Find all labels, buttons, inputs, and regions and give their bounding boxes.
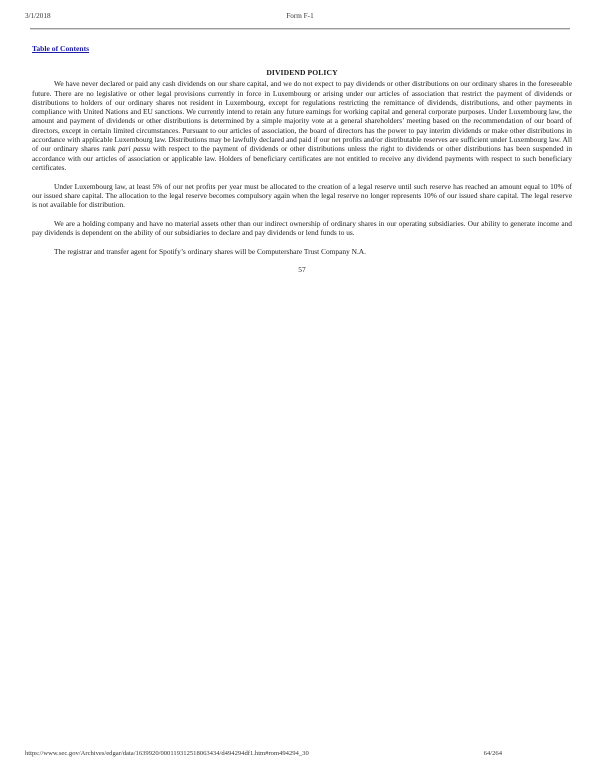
paragraph-holding-company: We are a holding company and have no material assets other than our indirect ownership of ordinary shares in our operating subsidiaries. Our ability to generate income and pay dividends is dependent on the ability of our subsidiaries to declare and pay dividends or lend funds to us. [32,218,572,238]
print-title: Form F-1 [286,12,314,20]
document-content [32,68,572,275]
print-footer [0,750,600,762]
paragraph-legal-reserve: Under Luxembourg law, at least 5% of our net profits per year must be allocated to the creation of a legal reserve until such reserve has reached an amount equal to 10% of our issued share capital. The allocation to the legal reserve becomes compulsory again when the legal reserve no longer represents 10% of our issued share capital. The legal reserve is not available for distribution. [32,181,572,210]
table-of-contents-link[interactable]: Table of Contents [32,44,90,53]
paragraph-text: We have never declared or paid any cash dividends on our share capital, and we do not expect to pay dividends or other distributions on our ordinary shares in the foreseeable future. There are no legislative or other legal provisions currently in force in Luxembourg or arising under our articles of association that restrict the payment of dividends or distributions to holders of our ordinary shares not resident in Luxembourg, except for regulations restricting the remittance of dividends, distributions, and other payments in compliance with United Nations and EU sanctions. We currently intend to retain any future earnings for working capital and general corporate purposes. Under Luxembourg law, the amount and payment of dividends or other distributions is determined by a simple majority vote at a general shareholders’ meeting based on the recommendation of our board of directors, except in certain limited circumstances. Pursuant to our articles of association, the board of directors has the power to pay interim dividends or make other distributions in accordance with applicable Luxembourg law. Distributions may be lawfully declared and paid if our net profits and/or distributable reserves are sufficient under Luxembourg law. All of our ordinary shares rank [32,79,572,154]
page-number: 57 [298,265,306,275]
print-header [0,10,600,22]
paragraph-dividend-overview [32,79,572,172]
paragraph-transfer-agent: The registrar and transfer agent for Spotify’s ordinary shares will be Computershare Trust Company N.A. [54,246,366,256]
header-divider [30,28,570,30]
paragraph-text: with respect to the payment of dividends or other distributions unless the right to dividends or other distributions has been suspended in accordance with our articles of association or applicable law. Holders of beneficiary certificates are not entitled to receive any dividend payments with respect to such beneficiary certificates. [32,144,573,172]
section-heading: DIVIDEND POLICY [266,68,338,77]
source-url: https://www.sec.gov/Archives/edgar/data/1639920/000119312518063434/d494294df1.htm#rom494294_30 [25,750,309,757]
print-date: 3/1/2018 [25,12,51,20]
italic-term: pari passu [118,144,151,154]
print-page-count: 64/264 [483,750,502,757]
